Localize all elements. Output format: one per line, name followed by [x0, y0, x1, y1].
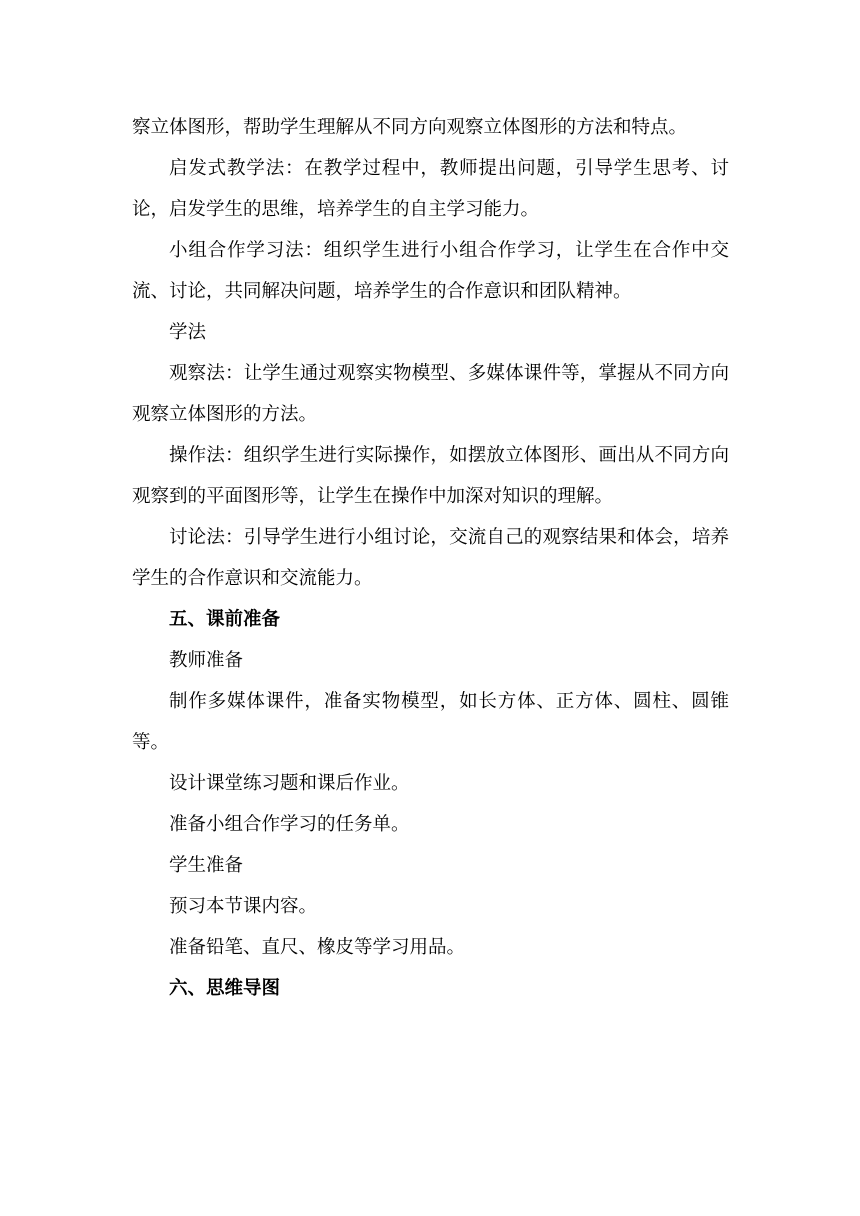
paragraph-group-cooperation: 小组合作学习法：组织学生进行小组合作学习，让学生在合作中交流、讨论，共同解决问题，培养学生的合作意识和团队精神。 — [132, 240, 729, 302]
document-page — [132, 107, 729, 1009]
section-heading-mind-map: 六、思维导图 — [169, 978, 281, 999]
paragraph-teacher-materials: 制作多媒体课件，准备实物模型，如长方体、正方体、圆柱、圆锥等。 — [132, 691, 729, 753]
subheading-learning-methods: 学法 — [169, 322, 207, 343]
paragraph-task-sheet: 准备小组合作学习的任务单。 — [169, 814, 410, 835]
paragraph-method-intro-continued: 察立体图形，帮助学生理解从不同方向观察立体图形的方法和特点。 — [132, 117, 688, 138]
paragraph-exercise-design: 设计课堂练习题和课后作业。 — [169, 773, 410, 794]
subheading-teacher-preparation: 教师准备 — [169, 650, 244, 671]
paragraph-operation-method: 操作法：组织学生进行实际操作，如摆放立体图形、画出从不同方向观察到的平面图形等，让学生在操作中加深对知识的理解。 — [132, 445, 729, 507]
paragraph-heuristic-teaching: 启发式教学法：在教学过程中，教师提出问题，引导学生思考、讨论，启发学生的思维，培养学生的自主学习能力。 — [132, 158, 729, 220]
section-heading-preparation: 五、课前准备 — [169, 609, 281, 630]
paragraph-observation-method: 观察法：让学生通过观察实物模型、多媒体课件等，掌握从不同方向观察立体图形的方法。 — [132, 363, 729, 425]
paragraph-discussion-method: 讨论法：引导学生进行小组讨论，交流自己的观察结果和体会，培养学生的合作意识和交流能力。 — [132, 527, 729, 589]
paragraph-preview-content: 预习本节课内容。 — [169, 896, 318, 917]
subheading-student-preparation: 学生准备 — [169, 855, 244, 876]
paragraph-stationery: 准备铅笔、直尺、橡皮等学习用品。 — [169, 937, 466, 958]
